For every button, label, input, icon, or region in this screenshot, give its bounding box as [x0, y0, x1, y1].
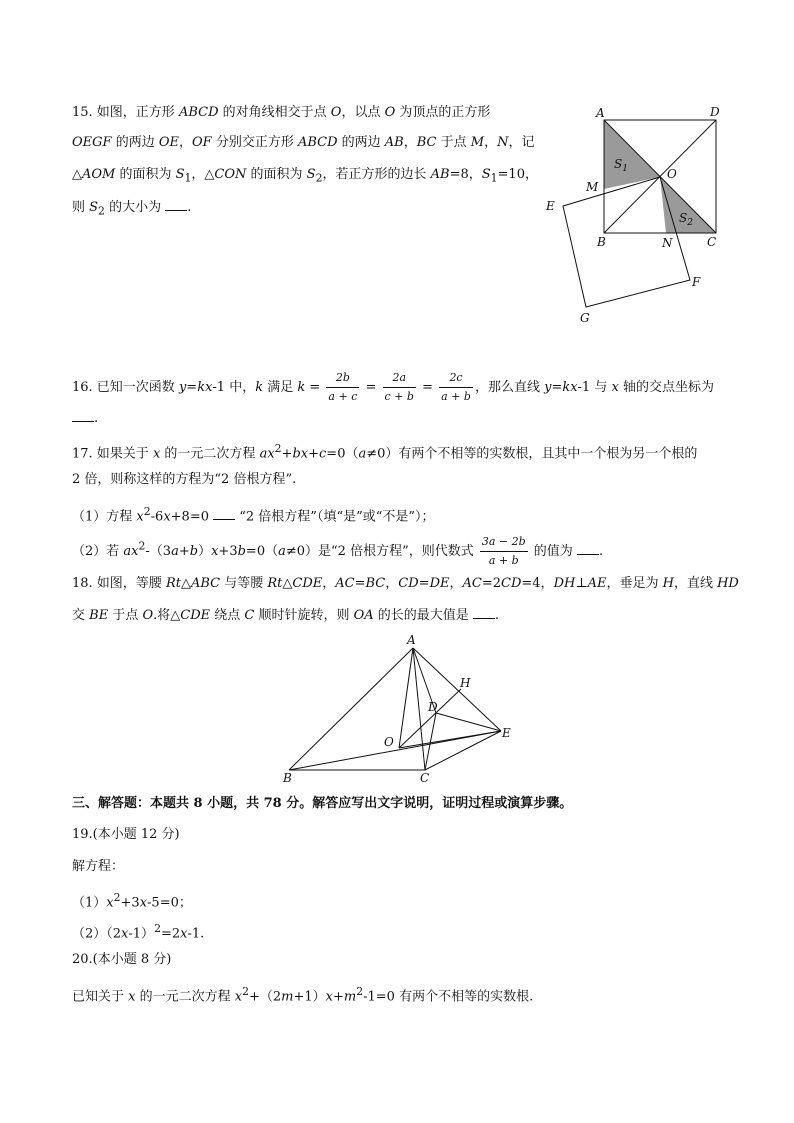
label-e: E	[546, 199, 555, 213]
section-3-heading: 三、解答题：本题共 8 小题，共 78 分。解答应写出文字说明，证明过程或演算步骤。	[72, 796, 573, 811]
fraction-1: $\frac{2b}{a + c}$	[328, 371, 358, 403]
q17-part-1: （1）方程 $x^2-6x+8=0$ “2 倍根方程”（填“是”或“不是”）；	[72, 505, 435, 525]
label-d: D	[710, 105, 720, 119]
label-c: C	[707, 235, 717, 249]
label-a: A	[596, 106, 605, 120]
q16-line-2: .	[72, 409, 98, 428]
fraction-2: $\frac{2a}{c + b}$	[384, 371, 414, 403]
q18-line-2: 交 BE 于点 O.将△CDE 绕点 C 顺时针旋转，则 OA 的长的最大值是 .	[72, 608, 500, 623]
label-f: F	[692, 275, 701, 289]
label-o: O	[667, 167, 677, 181]
figure-q18	[270, 630, 530, 790]
label-s1: $S_1$	[614, 157, 628, 174]
label-g: G	[580, 311, 590, 325]
q17-part-2: （2）若 $ax^2-(3a+b)x+3b=0(a\ne 0)$是“2 倍根方程”，则代数式 $\frac{3a - 2b}{a + b}$ 的值为 .	[72, 533, 603, 570]
label-a: A	[407, 633, 416, 647]
q19-part-1: $(1)x^2+3x-5=0$；	[72, 891, 192, 911]
label-d: D	[428, 700, 438, 714]
answer-blank	[165, 198, 187, 211]
q17-line-1: 17. 如果关于 x 的一元二次方程 $ax^2+bx+c=0(a\ne 0)$有两个不相等的实数根，且其中一个根为另一个根的	[72, 442, 698, 462]
q17-line-2: 2 倍，则称这样的方程为“2 倍根方程”.	[72, 472, 297, 487]
answer-blank	[213, 507, 235, 520]
q15-line-3: △AOM 的面积为 $S_1$，△CON 的面积为 $S_2$，若正方形的边长 AB=8，$S_1=10$，	[72, 167, 538, 185]
q18-line-1: 18. 如图，等腰 Rt△ABC 与等腰 Rt△CDE，AC=BC，CD=DE，AC=2CD=4，DH⊥AE，垂足为 H，直线 HD	[72, 576, 739, 591]
label-h: H	[460, 676, 471, 690]
label-o: O	[384, 735, 394, 749]
q15-line-4: 则 $S_2$ 的大小为 .	[72, 200, 192, 218]
q19-part-2: $(2)(2x-1)^2=2x-1$.	[72, 922, 205, 942]
fraction-3: $\frac{2c}{a + b}$	[441, 371, 471, 403]
label-s2: $S_2$	[679, 211, 693, 228]
q15-line-2: OEGF 的两边 OE，OF 分别交正方形 ABCD 的两边 AB，BC 于点 M，N，记	[72, 135, 535, 150]
label-c: C	[420, 771, 430, 785]
label-n: N	[662, 236, 673, 250]
shaded-s1	[604, 120, 660, 189]
q15-line-1: 15. 如图，正方形 ABCD 的对角线相交于点 O，以点 O 为顶点的正方形	[72, 105, 491, 120]
q20-title: 20.(本小题 8 分)	[72, 952, 172, 967]
answer-blank	[473, 606, 495, 619]
q19-intro: 解方程：	[72, 859, 125, 874]
answer-blank	[577, 542, 599, 555]
q20-line-1: 已知关于 x 的一元二次方程 $x^2+(2m+1)x+m^2-1=0$ 有两个不相等的实数根.	[72, 985, 534, 1005]
label-b: B	[597, 235, 606, 249]
q19-title: 19.(本小题 12 分)	[72, 827, 180, 842]
q16-line-1: 16. 已知一次函数 y=kx-1 中，k 满足 k = $\frac{2b}{a + c}$ = $\frac{2a}{c + b}$ = $\frac{2c}{a + b}$ ，那么直线 y=kx-1 与 x 轴的交点坐标为	[72, 369, 714, 406]
figure-q15	[535, 100, 735, 330]
label-m: M	[586, 180, 599, 194]
label-b: B	[283, 771, 292, 785]
fraction-expression: $\frac{3a - 2b}{a + b}$	[481, 535, 526, 567]
answer-blank	[72, 409, 94, 422]
label-e: E	[502, 726, 511, 740]
